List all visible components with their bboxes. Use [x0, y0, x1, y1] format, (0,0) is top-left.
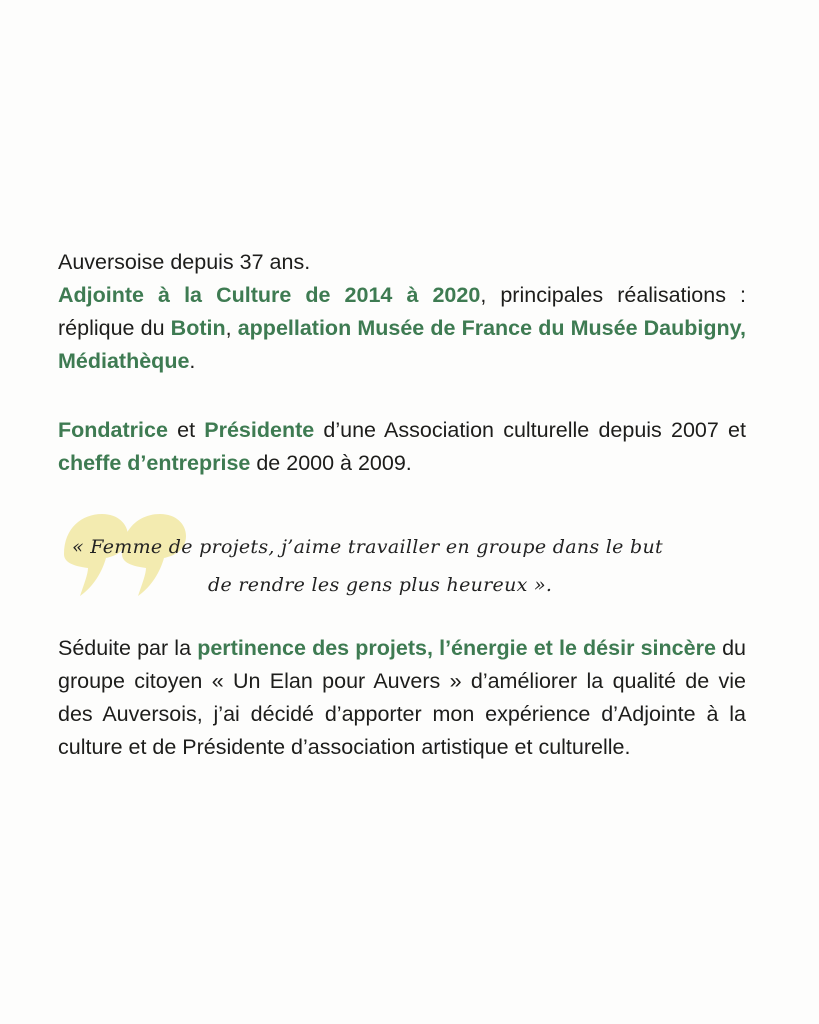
residence-text: Auversoise depuis 37 ans.	[58, 250, 311, 274]
seduced-text: Séduite par la	[58, 636, 198, 660]
president-highlight: Présidente	[204, 418, 315, 442]
entrepreneur-highlight: cheffe d’entreprise	[58, 451, 251, 475]
quote-line-1: « Femme de projets, j’aime travailler en groupe dans le but	[72, 536, 663, 558]
intro-paragraph	[58, 246, 746, 378]
museum-highlight: appellation Musée de France du Musée Daubigny, Médiathèque	[58, 316, 746, 373]
and-text: et	[167, 418, 205, 442]
association-text: d’une Association culturelle depuis 2007 et	[314, 418, 746, 442]
handwritten-quote	[56, 508, 756, 608]
motivation-paragraph	[58, 632, 746, 764]
founder-highlight: Fondatrice	[58, 418, 168, 442]
separator-text: ,	[225, 316, 238, 340]
founder-paragraph	[58, 414, 746, 480]
motivation-text: du groupe citoyen « Un Elan pour Auvers » d’améliorer la qualité de vie des Auversois, j’ai décidé d’apporter mon expérience d’Adjointe à la culture et de Présidente d’association artistique et culturelle.	[58, 636, 746, 759]
years-text: de 2000 à 2009.	[250, 451, 412, 475]
culture-role-highlight: Adjointe à la Culture de 2014 à 2020	[58, 283, 481, 307]
quote-line-2: de rendre les gens plus heureux ».	[208, 574, 553, 596]
achievements-text: , principales réalisations : réplique du	[58, 283, 746, 340]
botin-highlight: Botin	[170, 316, 226, 340]
relevance-highlight: pertinence des projets, l’énergie et le désir sincère	[197, 636, 716, 660]
period-text: .	[189, 349, 196, 373]
